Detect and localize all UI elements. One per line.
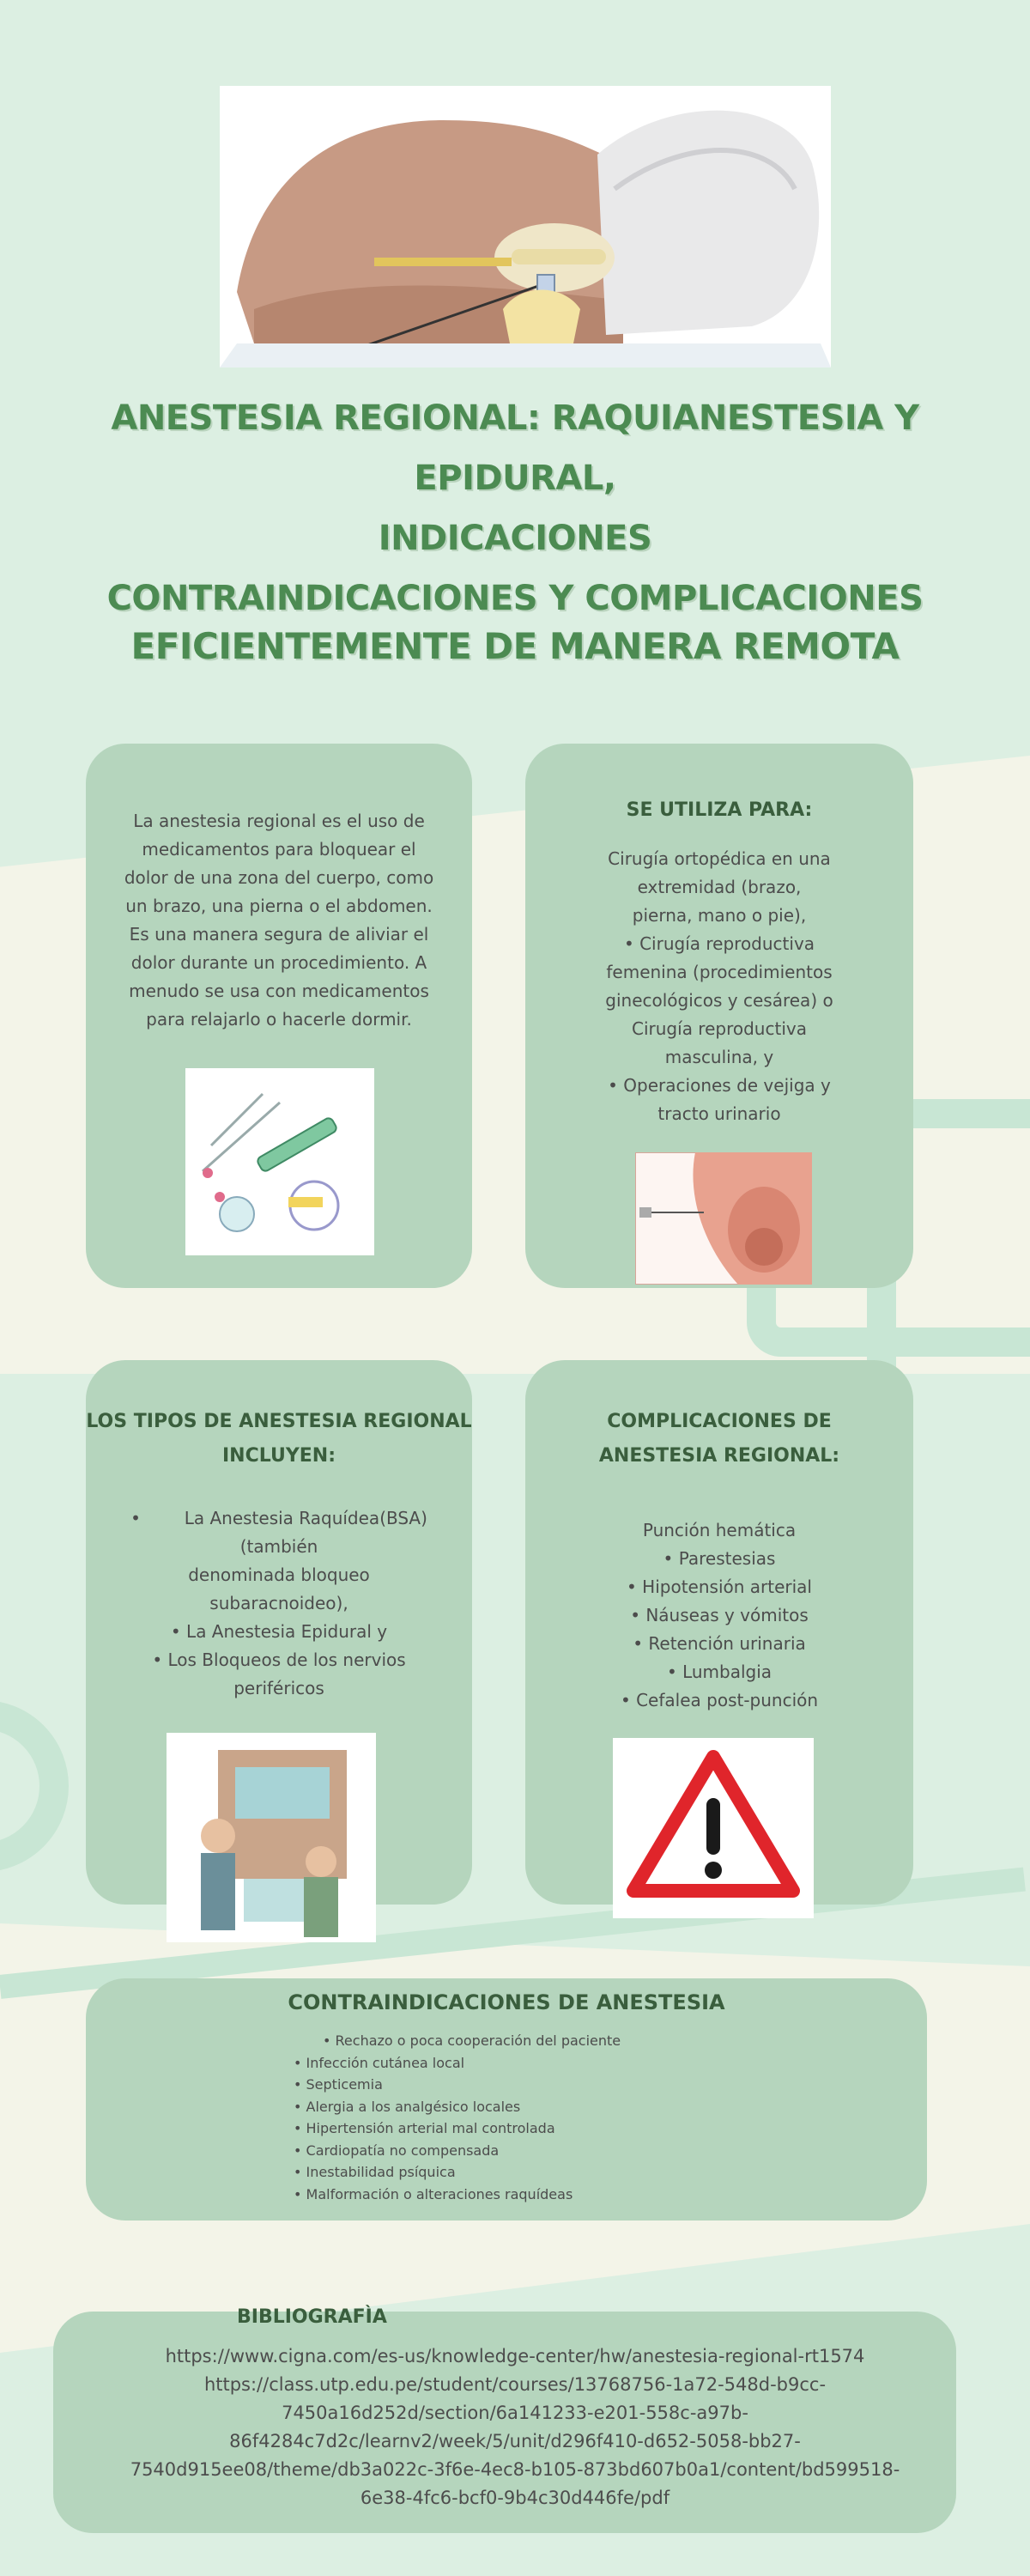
text-line: • Parestesias: [663, 1548, 776, 1569]
list-item: • Hipertensión arterial mal controlada: [294, 2120, 555, 2136]
bibliography-link[interactable]: https://www.cigna.com/es-us/knowledge-center/hw/anestesia-regional-rt1574: [165, 2346, 865, 2366]
text-line: Punción hemática: [642, 1520, 797, 1540]
list-item: • Cardiopatía no compensada: [294, 2142, 500, 2159]
intro-card: [86, 744, 472, 1288]
types-heading: [86, 1405, 472, 1473]
heading-line: INCLUYEN:: [221, 1445, 336, 1467]
list-item: • Alergia a los analgésico locales: [294, 2098, 521, 2115]
uses-card: [525, 744, 913, 1288]
text-line: periféricos: [233, 1678, 324, 1698]
intro-text: [103, 807, 455, 1034]
text-line: • Operaciones de vejiga y: [608, 1075, 831, 1096]
bibliography-text: [60, 2342, 970, 2512]
page-subtitle: EFICIENTEMENTE DE MANERA REMOTA: [130, 625, 900, 667]
text-line: • Cirugía reproductiva: [623, 933, 815, 954]
text-line: • Los Bloqueos de los nervios: [152, 1649, 406, 1670]
contraindications-heading: CONTRAINDICACIONES DE ANESTESIA: [288, 1990, 725, 2014]
complications-image: [613, 1738, 814, 1918]
text-line: • La Anestesia Raquídea(BSA): [130, 1508, 427, 1528]
page-title: [34, 388, 996, 629]
title-line: INDICACIONES: [378, 519, 652, 558]
list-item: • Rechazo o poca cooperación del paciente: [323, 2032, 621, 2049]
text-line: • Náuseas y vómitos: [630, 1605, 809, 1625]
hero-image: [220, 86, 831, 368]
bibliography-link[interactable]: 86f4284c7d2c/learnv2/week/5/unit/d296f410-d652-5058-bb27-: [229, 2431, 801, 2451]
bibliography-link[interactable]: 7540d915ee08/theme/db3a022c-3f6e-4ec8-b105-873bd607b0a1/content/bd599518-: [130, 2459, 900, 2480]
spinal-anesthesia-illustration-icon: [220, 86, 831, 368]
text-line: un brazo, una pierna o el abdomen.: [125, 896, 433, 916]
text-line: masculina, y: [664, 1047, 774, 1067]
text-line: subaracnoideo),: [209, 1593, 348, 1613]
text-line: Cirugía reproductiva: [632, 1018, 807, 1039]
text-line: dolor durante un procedimiento. A: [130, 952, 427, 973]
list-item: • Inestabilidad psíquica: [294, 2164, 456, 2180]
warning-sign-icon: [613, 1738, 814, 1918]
text-line: pierna, mano o pie),: [632, 905, 807, 926]
heading-line: COMPLICACIONES DE: [607, 1411, 832, 1432]
text-line: La anestesia regional es el uso de: [133, 811, 425, 831]
uses-heading: SE UTILIZA PARA:: [626, 799, 813, 821]
intro-image: [185, 1068, 374, 1255]
text-line: Es una manera segura de aliviar el: [129, 924, 429, 945]
text-line: dolor de una zona del cuerpo, como: [124, 867, 434, 888]
types-card: [86, 1360, 472, 1905]
uses-text: [542, 845, 896, 1128]
text-line: • Cefalea post-punción: [620, 1690, 819, 1710]
anesthesia-needles-kit-icon: [185, 1068, 374, 1255]
bibliography-link[interactable]: 7450a16d252d/section/6a141233-e201-558c-a97b-: [282, 2403, 748, 2423]
text-line: menudo se usa con medicamentos: [129, 981, 429, 1001]
heading-line: LOS TIPOS DE ANESTESIA REGIONAL: [86, 1411, 472, 1432]
title-line: CONTRAINDICACIONES Y COMPLICACIONES: [106, 579, 924, 618]
heading-line: ANESTESIA REGIONAL:: [598, 1445, 840, 1467]
bibliography-link[interactable]: 6e38-4fc6-bcf0-9b4c30d446fe/pdf: [360, 2488, 670, 2508]
bibliography-heading: BIBLIOGRAFÌA: [237, 2306, 387, 2328]
text-line: • La Anestesia Epidural y: [170, 1621, 388, 1642]
text-line: (también: [239, 1536, 318, 1557]
text-line: • Retención urinaria: [633, 1633, 806, 1654]
complications-card: [525, 1360, 913, 1905]
list-item: • Infección cutánea local: [294, 2054, 465, 2071]
contraindications-list: [294, 2030, 723, 2205]
bibliography-link[interactable]: https://class.utp.edu.pe/student/courses/13768756-1a72-548d-b9cc-: [203, 2374, 827, 2395]
text-line: Cirugía ortopédica en una: [608, 848, 831, 869]
complications-text: [542, 1516, 896, 1715]
list-item: • Septicemia: [294, 2076, 383, 2093]
decorative-shape-left: [0, 1700, 69, 1872]
types-image: [167, 1733, 376, 1942]
text-line: tracto urinario: [657, 1103, 781, 1124]
list-item: • Malformación o alteraciones raquídeas: [294, 2185, 573, 2202]
text-line: ginecológicos y cesárea) o: [605, 990, 833, 1011]
types-text: [103, 1504, 455, 1703]
title-line: ANESTESIA REGIONAL: RAQUIANESTESIA Y EPIDURAL,: [111, 398, 919, 498]
text-line: medicamentos para bloquear el: [142, 839, 416, 860]
text-line: extremidad (brazo,: [637, 877, 802, 897]
text-line: denominada bloqueo: [188, 1564, 370, 1585]
text-line: • Lumbalgia: [666, 1662, 772, 1682]
text-line: para relajarlo o hacerle dormir.: [146, 1009, 412, 1030]
pregnancy-epidural-illustration-icon: [635, 1152, 812, 1285]
text-line: femenina (procedimientos: [606, 962, 833, 982]
uses-image: [635, 1152, 812, 1285]
text-line: • Hipotensión arterial: [627, 1577, 812, 1597]
complications-heading: [525, 1405, 913, 1473]
surgery-scene-illustration-icon: [167, 1733, 376, 1942]
